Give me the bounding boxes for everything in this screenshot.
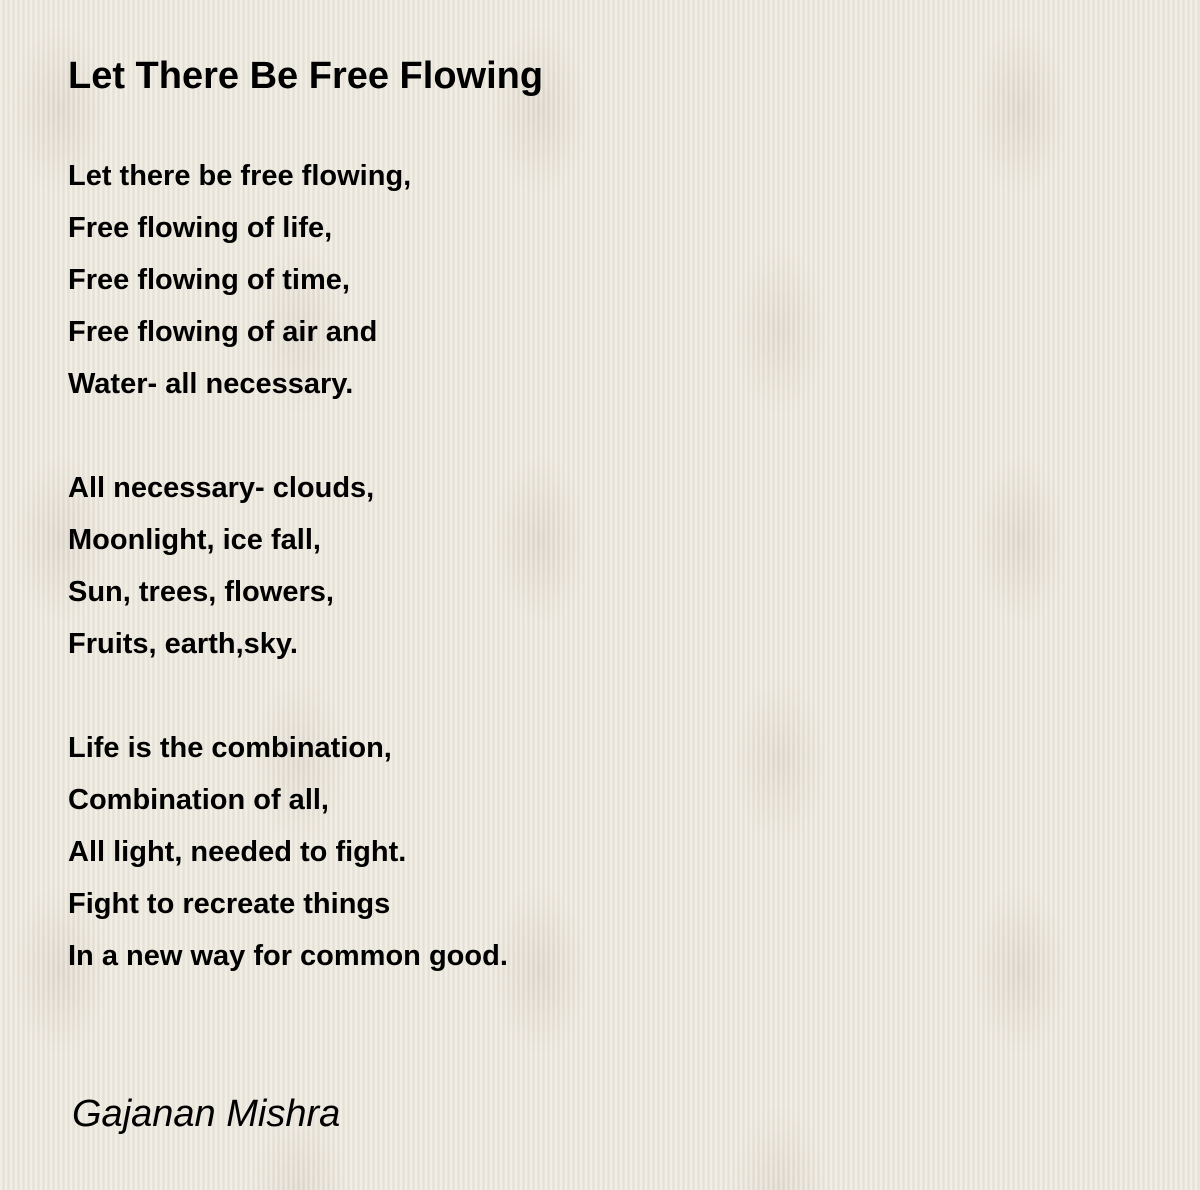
author-name: Gajanan Mishra (72, 1093, 341, 1135)
poem-line: Combination of all, (68, 784, 329, 816)
poem-line: In a new way for common good. (68, 940, 508, 972)
poem-line: Fight to recreate things (68, 888, 391, 920)
poem-line: Free flowing of life, (68, 212, 333, 244)
poem-line: Moonlight, ice fall, (68, 524, 321, 556)
poem-line: Let there be free flowing, (68, 160, 412, 192)
poem-line: Free flowing of air and (68, 316, 378, 348)
poem-line: Life is the combination, (68, 732, 392, 764)
poem-line: All necessary- clouds, (68, 472, 375, 504)
poem-body (68, 150, 1068, 1034)
poem-title: Let There Be Free Flowing (68, 55, 544, 97)
poem-line: Fruits, earth,sky. (68, 628, 298, 660)
stanza-3 (68, 722, 1068, 982)
stanza-1 (68, 150, 1068, 410)
poem-line: Sun, trees, flowers, (68, 576, 334, 608)
stanza-2 (68, 462, 1068, 670)
poem-line: Free flowing of time, (68, 264, 350, 296)
poem-line: Water- all necessary. (68, 368, 354, 400)
poem-line: All light, needed to fight. (68, 836, 407, 868)
